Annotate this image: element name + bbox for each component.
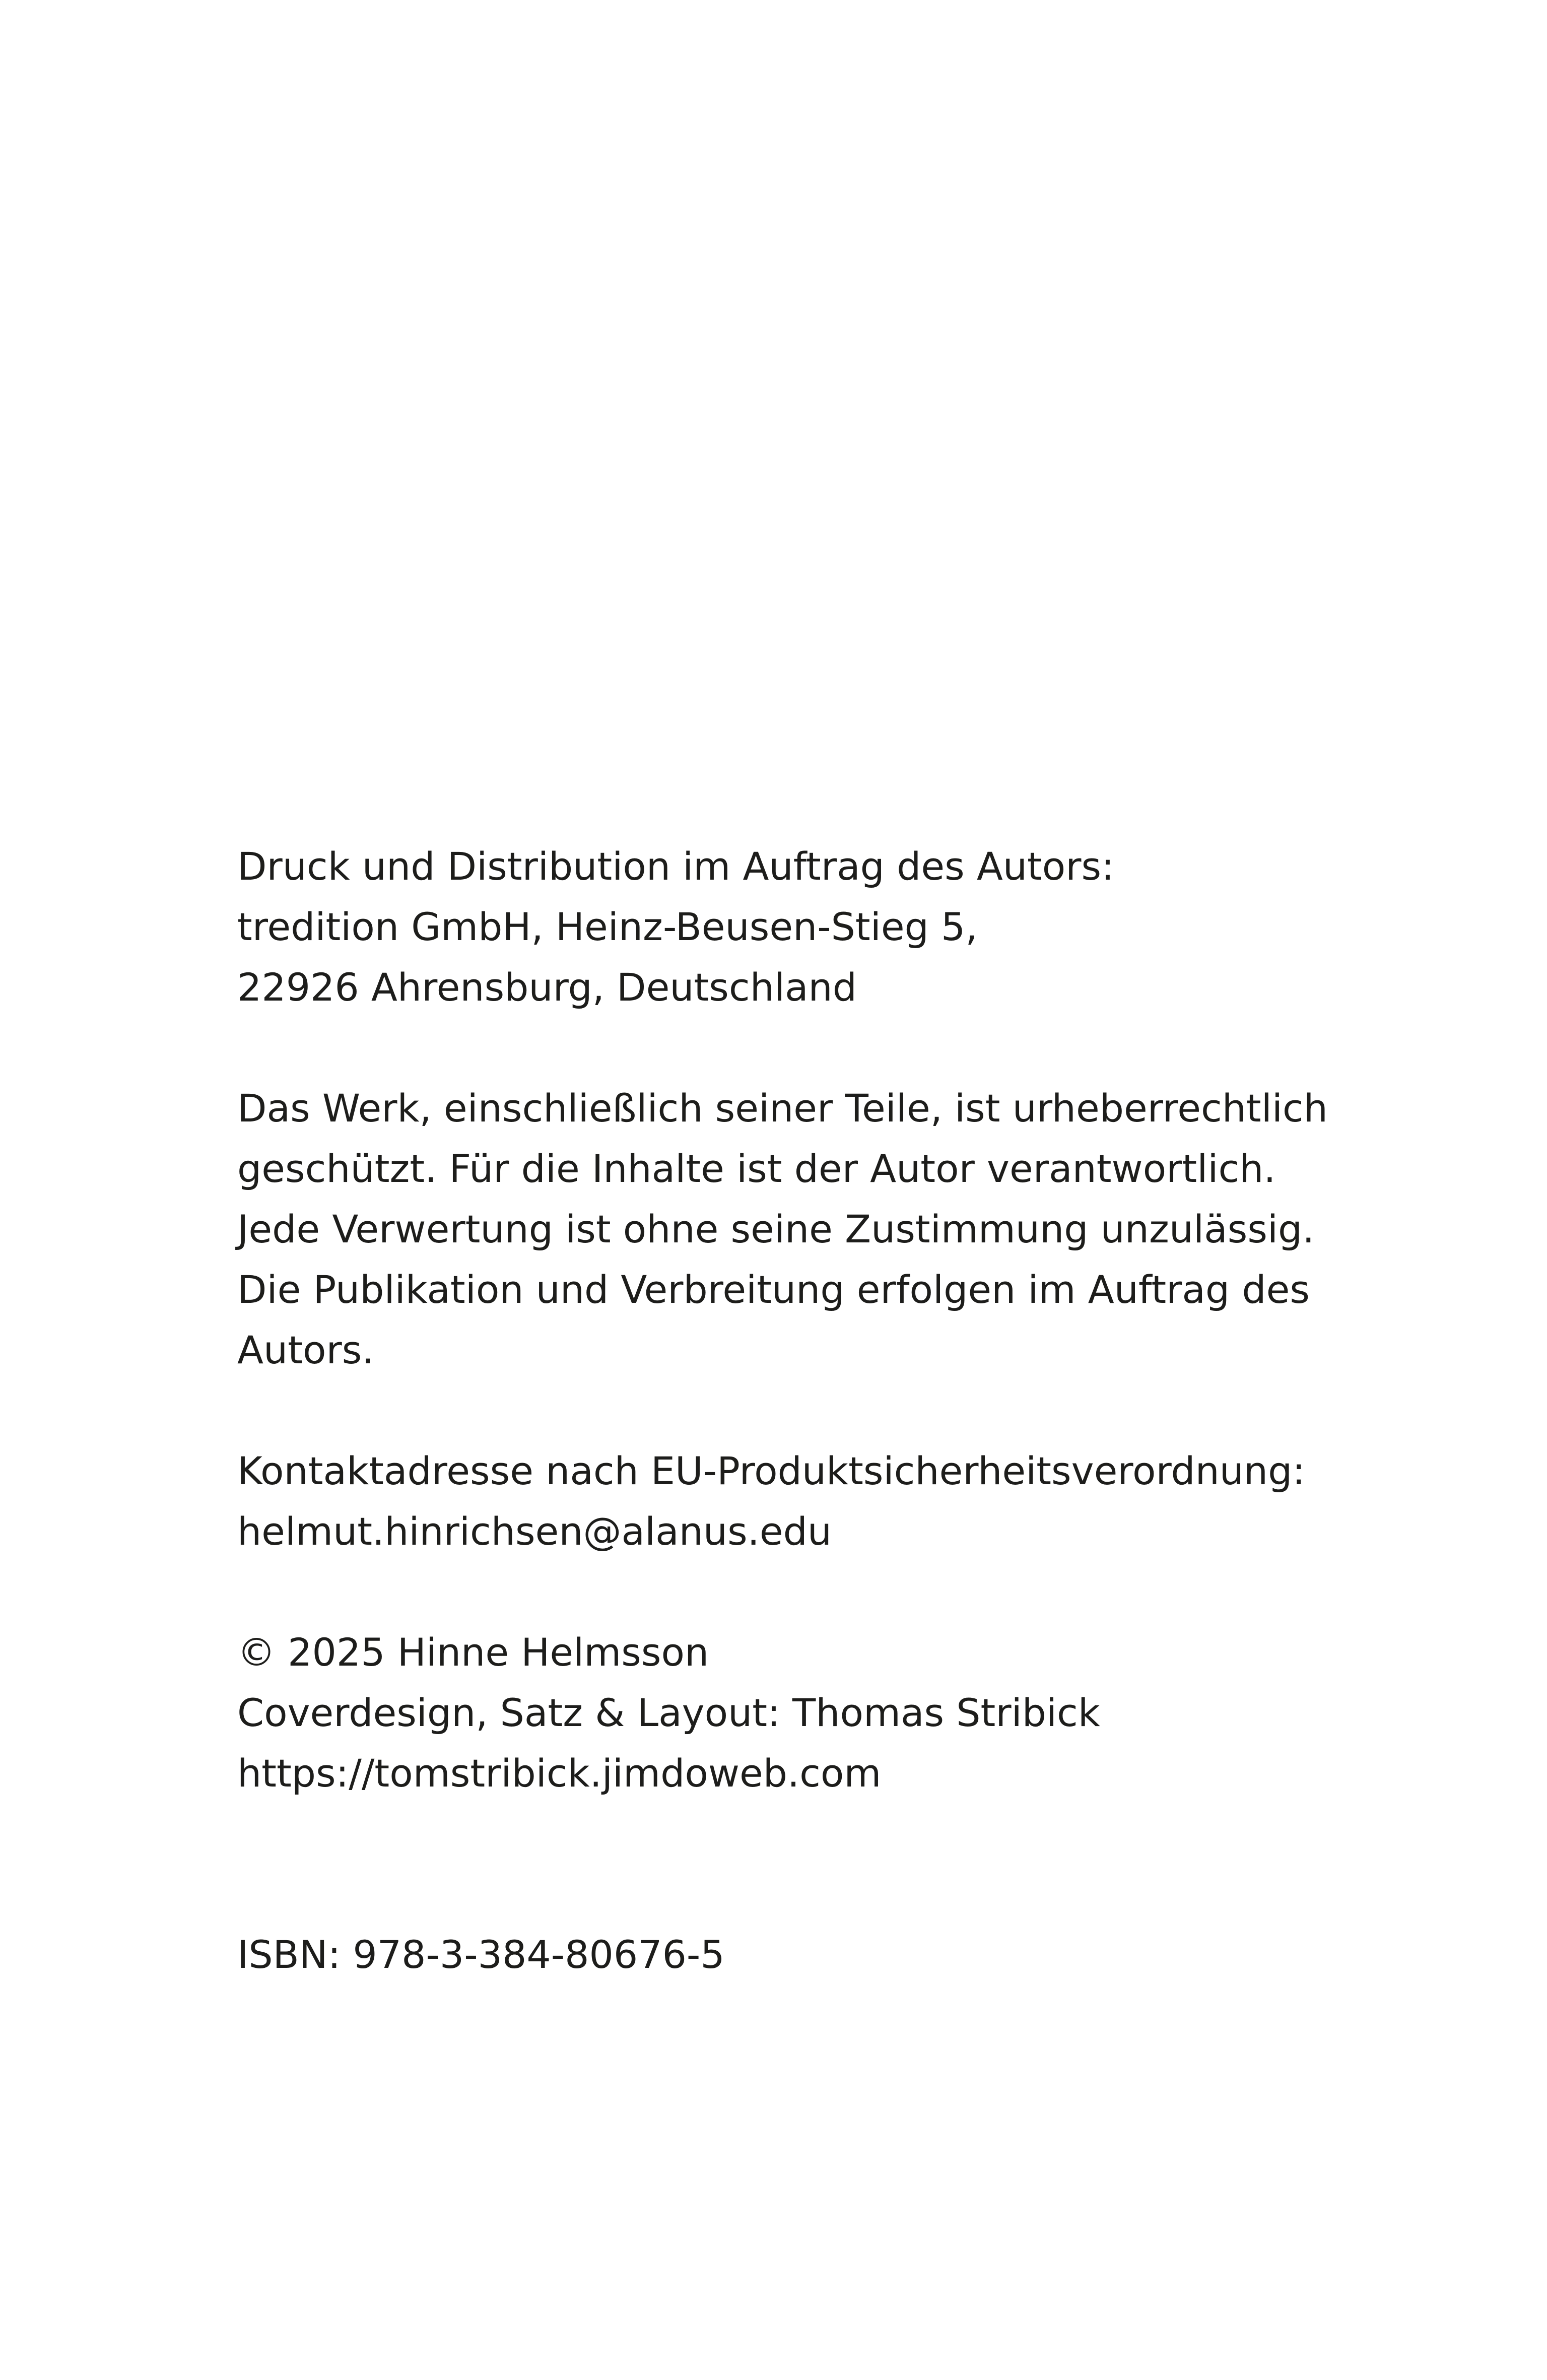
contact-block (237, 1441, 1446, 1562)
copyright-line: Jede Verwertung ist ohne seine Zustimmung unzulässig. (237, 1207, 1315, 1251)
publisher-line: Druck und Distribution im Auftrag des Autors: (237, 844, 1114, 889)
isbn-number: ISBN: 978-3-384-80676-5 (237, 1932, 725, 1977)
isbn-block (237, 1925, 1446, 1985)
credits-block (237, 1622, 1446, 1804)
publisher-line: tredition GmbH, Heinz-Beusen-Stieg 5, (237, 904, 978, 949)
publisher-line: 22926 Ahrensburg, Deutschland (237, 965, 857, 1010)
copyright-line: Autors. (237, 1328, 374, 1372)
copyright-line: Das Werk, einschließlich seiner Teile, ist urheberrechtlich (237, 1086, 1328, 1131)
copyright-line: Die Publikation und Verbreitung erfolgen im Auftrag des (237, 1267, 1310, 1312)
copyright-line: geschützt. Für die Inhalte ist der Autor verantwortlich. (237, 1146, 1276, 1191)
contact-label: Kontaktadresse nach EU-Produktsicherheitsverordnung: (237, 1448, 1305, 1493)
imprint-text (237, 836, 1446, 1985)
copyright-notice (237, 1078, 1446, 1380)
designer-website: https://tomstribick.jimdoweb.com (237, 1751, 882, 1796)
design-credit: Coverdesign, Satz & Layout: Thomas Stribick (237, 1690, 1100, 1735)
copyright-holder: © 2025 Hinne Helmsson (237, 1630, 709, 1675)
contact-email: helmut.hinrichsen@alanus.edu (237, 1509, 832, 1554)
publisher-block (237, 836, 1446, 1018)
